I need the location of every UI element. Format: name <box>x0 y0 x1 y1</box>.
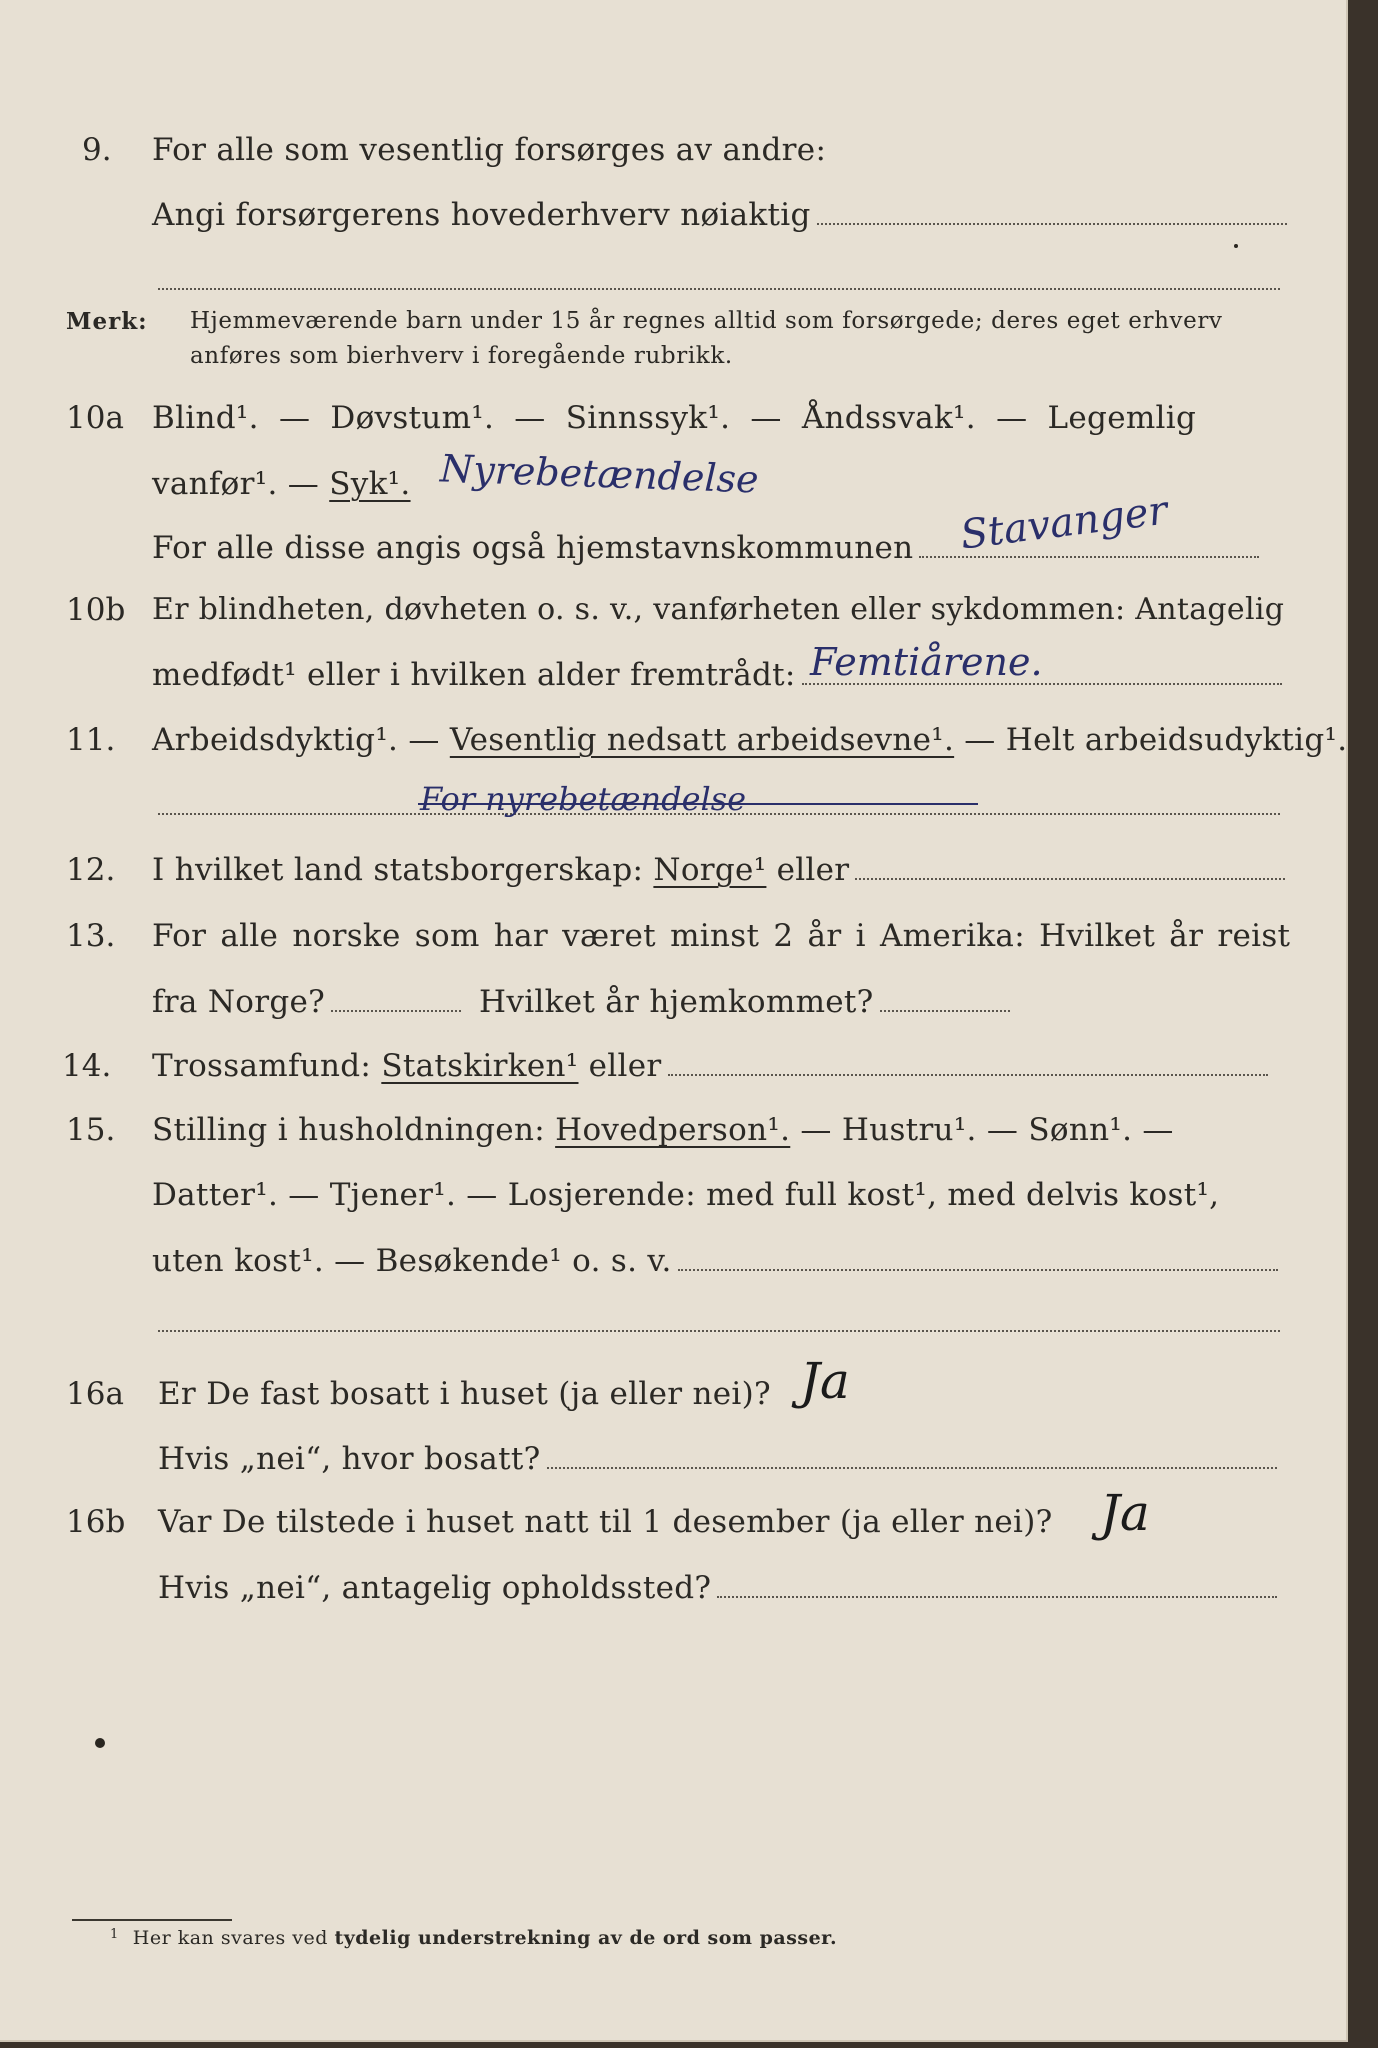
q13-line2 <box>152 984 1010 1020</box>
q15-hovedperson-underlined: Hovedperson¹. <box>555 1112 791 1148</box>
q15-options: — Hustru¹. — Sønn¹. — <box>790 1112 1174 1148</box>
q16b-answer[interactable]: Ja <box>1100 1484 1150 1542</box>
q16a-number: 16a <box>66 1376 124 1412</box>
q16b-line2 <box>158 1570 1277 1606</box>
q15-text: Stilling i husholdningen: <box>152 1112 556 1148</box>
q10a-syk-underlined: Syk¹. <box>329 466 411 502</box>
ink-spot <box>95 1738 105 1748</box>
q15-answer-line2[interactable] <box>158 1330 1280 1332</box>
q11-strikethrough <box>418 803 978 805</box>
q10a-line2-text: vanfør¹. — <box>152 466 330 502</box>
q14-text: Trossamfund: <box>152 1048 382 1084</box>
q16b-number: 16b <box>66 1504 126 1540</box>
q9-answer-line2[interactable] <box>158 288 1280 290</box>
q16b-line1: Var De tilstede i huset natt til 1 desember (ja eller nei)? <box>158 1504 1053 1540</box>
q11-number: 11. <box>66 722 116 758</box>
footnote <box>110 1927 837 1949</box>
q9-line2-text: Angi forsørgerens hovederhverv nøiaktig <box>152 197 811 233</box>
footnote-rule <box>72 1919 232 1921</box>
q12-eller: eller <box>766 852 850 888</box>
q16a-line2-text: Hvis „nei“, hvor bosatt? <box>158 1441 541 1477</box>
q10b-line2-text: medfødt¹ eller i hvilken alder fremtrådt: <box>152 657 796 693</box>
q10a-answer-disease[interactable]: Nyrebetændelse <box>439 446 760 502</box>
merk-label: Merk: <box>66 308 148 335</box>
q14-statskirken-underlined: Statskirken¹ <box>381 1048 579 1084</box>
q12-line <box>152 852 1285 888</box>
q14-answer-dots[interactable] <box>668 1073 1268 1076</box>
footnote-text-b: tydelig understrekning av de ord som passer. <box>334 1927 838 1949</box>
q15-line3 <box>152 1243 1278 1279</box>
q16b-line2-text: Hvis „nei“, antagelig opholdssted? <box>158 1570 712 1606</box>
q11-struck-answer: For nyrebetændelse <box>420 780 747 818</box>
q15-line3-text: uten kost¹. — Besøkende¹ o. s. v. <box>152 1243 672 1279</box>
q13-number: 13. <box>66 918 116 954</box>
q13-line1: For alle norske som har været minst 2 år i Amerika: Hvilket år reist <box>152 918 1291 954</box>
q15-number: 15. <box>66 1112 116 1148</box>
q11-vesentlig-underlined: Vesentlig nedsatt arbeidsevne¹. <box>449 722 955 758</box>
q10a-line1: Blind¹. — Døvstum¹. — Sinnssyk¹. — Åndssvak¹. — Legemlig <box>152 400 1197 436</box>
q10a-answer-kommune[interactable]: Stavanger <box>957 487 1170 559</box>
q9-line1: For alle som vesentlig forsørges av andre: <box>152 132 827 168</box>
q10b-line1 <box>152 592 1284 627</box>
q15-line2: Datter¹. — Tjener¹. — Losjerende: med full kost¹, med delvis kost¹, <box>152 1177 1220 1213</box>
q9-answer-dots[interactable] <box>817 222 1287 225</box>
q12-number: 12. <box>66 852 116 888</box>
footnote-text-a: Her kan svares ved <box>132 1927 335 1949</box>
q9-line2 <box>152 197 1287 233</box>
q10b-line2 <box>152 657 1282 693</box>
q16a-line1: Er De fast bosatt i huset (ja eller nei)? <box>158 1376 771 1412</box>
q16a-line2 <box>158 1441 1277 1477</box>
q14-number: 14. <box>62 1048 112 1084</box>
merk-line2: anføres som bierhverv i foregående rubrikk. <box>190 343 733 369</box>
q10a-line3-text: For alle disse angis også hjemstavnskommunen <box>152 530 914 566</box>
q12-answer-dots[interactable] <box>855 877 1285 880</box>
q13-reist-dots[interactable] <box>331 1009 461 1012</box>
q14-line <box>152 1048 1268 1084</box>
q12-norge-underlined: Norge¹ <box>653 852 767 888</box>
q10b-number: 10b <box>66 592 126 628</box>
ink-dot <box>1234 244 1238 248</box>
q10b-answer[interactable]: Femtiårene. <box>810 640 1043 684</box>
q16a-answer-dots[interactable] <box>547 1466 1277 1469</box>
q13-reist: fra Norge? <box>152 984 326 1020</box>
q10b-line1-text: Er blindheten, døvheten o. s. v., vanførheten eller sykdommen: Antagelig <box>152 592 1285 627</box>
q15-answer-dots[interactable] <box>678 1268 1278 1271</box>
q10a-number: 10a <box>66 400 124 436</box>
q12-text: I hvilket land statsborgerskap: <box>152 852 654 888</box>
q11-helt: — Helt arbeidsudyktig¹. <box>954 722 1348 758</box>
q9-number: 9. <box>82 132 112 168</box>
q13-hjemkommet: Hvilket år hjemkommet? <box>479 984 874 1020</box>
q16a-answer[interactable]: Ja <box>800 1352 850 1410</box>
q13-hjemkommet-dots[interactable] <box>880 1009 1010 1012</box>
q11-line <box>152 722 1347 758</box>
q16b-answer-dots[interactable] <box>717 1595 1277 1598</box>
q14-eller: eller <box>578 1048 662 1084</box>
merk-line1: Hjemmeværende barn under 15 år regnes alltid som forsørgede; deres eget erhverv <box>190 308 1223 334</box>
footnote-mark: 1 <box>110 1927 119 1942</box>
q11-arbeidsdyktig: Arbeidsdyktig¹. — <box>152 722 450 758</box>
merk-text <box>190 304 1223 374</box>
q10a-line2 <box>152 466 411 502</box>
q15-line1 <box>152 1112 1174 1148</box>
